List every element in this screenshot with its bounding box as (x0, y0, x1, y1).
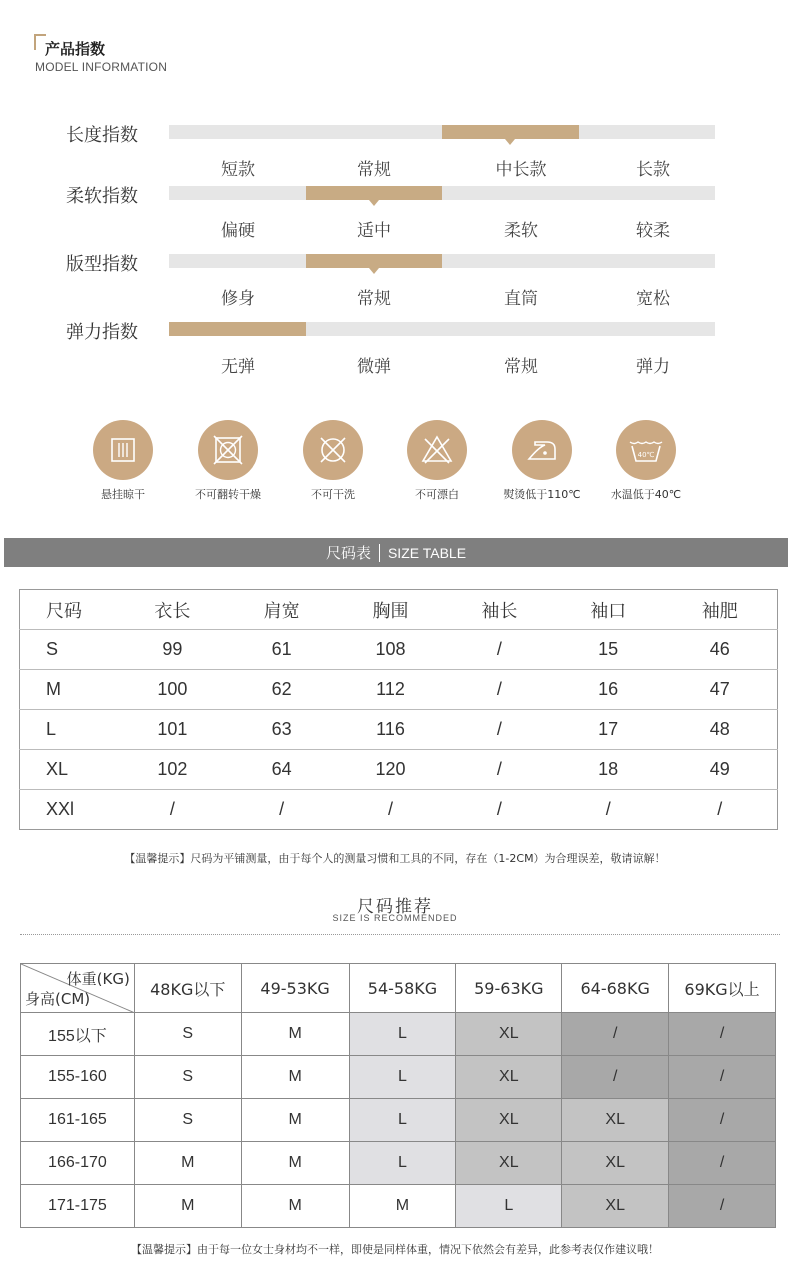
weight-axis-label: 体重(KG) (66, 970, 130, 988)
index-label: 柔软指数 (66, 186, 138, 207)
recommend-note: 【温馨提示】由于每一位女士身材均不一样，即使是同样体重，情况下依然会有差异，此参考表仅作建议哦！ (131, 1243, 659, 1256)
index-option: 柔软 (504, 221, 538, 241)
size-table (19, 589, 778, 830)
column-header: 尺码 (20, 590, 118, 630)
column-header: 袖长 (445, 590, 554, 630)
index-option: 中长款 (495, 160, 547, 180)
weight-header: 49-53KG (241, 964, 349, 1013)
height-header: 155以下 (21, 1013, 135, 1056)
table-cell: 108 (336, 630, 445, 670)
height-axis-label: 身高(CM) (25, 990, 91, 1008)
recommend-cell: XL (456, 1099, 562, 1142)
table-cell: / (605, 799, 611, 819)
header-subtitle: MODEL INFORMATION (35, 60, 168, 74)
table-cell: 100 (117, 670, 227, 710)
index-bar-fill (306, 186, 443, 200)
care-label: 悬挂晾干 (101, 488, 145, 501)
table-cell: 15 (554, 630, 663, 670)
recommend-cell: M (241, 1185, 349, 1228)
index-option: 弹力 (636, 357, 670, 377)
svg-text:40℃: 40℃ (637, 451, 655, 459)
table-row (20, 710, 778, 750)
banner-divider (379, 544, 380, 562)
index-label: 长度指数 (66, 125, 138, 146)
table-cell: 63 (227, 710, 336, 750)
hang-dry-icon (93, 420, 153, 480)
wash-40-icon (616, 420, 676, 480)
table-cell: 16 (554, 670, 663, 710)
index-option: 适中 (357, 221, 391, 241)
table-cell: 99 (117, 630, 227, 670)
no-dry-clean-icon (303, 420, 363, 480)
size-table-note: 【温馨提示】尺码为平铺测量，由于每个人的测量习惯和工具的不同，存在（1-2CM）为合理误差，敬请谅解！ (124, 852, 666, 865)
index-option: 微弹 (357, 357, 391, 377)
table-cell: 120 (336, 750, 445, 790)
care-label: 不可干洗 (311, 488, 355, 501)
recommend-cell: XL (456, 1056, 562, 1099)
index-option: 偏硬 (221, 221, 255, 241)
recommend-cell: M (241, 1013, 349, 1056)
table-cell: / (717, 799, 723, 819)
table-row (20, 790, 778, 830)
recommend-cell: XL (562, 1099, 669, 1142)
index-option: 常规 (504, 357, 538, 377)
table-cell: 62 (227, 670, 336, 710)
index-option: 短款 (221, 160, 255, 180)
index-bar-fill (169, 322, 306, 336)
recommend-cell: / (669, 1013, 776, 1056)
table-cell: / (445, 630, 554, 670)
table-cell: 112 (336, 670, 445, 710)
care-label: 熨烫低于110℃ (503, 488, 581, 501)
index-option: 宽松 (636, 289, 670, 309)
table-cell: / (169, 799, 175, 819)
table-cell: 64 (227, 750, 336, 790)
size-header-row (20, 590, 778, 630)
recommend-subtitle: SIZE IS RECOMMENDED (332, 913, 458, 923)
index-bar-fill (442, 125, 579, 139)
index-option: 修身 (221, 289, 255, 309)
table-cell: / (496, 799, 502, 819)
index-marker-icon (505, 139, 515, 145)
weight-header: 48KG以下 (134, 964, 241, 1013)
table-cell: XXl (46, 799, 75, 819)
table-cell: / (388, 799, 394, 819)
recommend-header-row (21, 964, 776, 1013)
banner-title: 尺码表 (325, 544, 371, 562)
table-cell: / (445, 750, 554, 790)
table-row (21, 1056, 776, 1099)
recommend-cell: L (349, 1013, 456, 1056)
recommend-cell: / (669, 1142, 776, 1185)
table-row (21, 1013, 776, 1056)
index-label: 版型指数 (66, 254, 138, 275)
table-cell: L (20, 710, 118, 750)
recommend-cell: XL (562, 1185, 669, 1228)
table-row (21, 1185, 776, 1228)
index-option: 长款 (636, 160, 670, 180)
height-header: 161-165 (21, 1099, 135, 1142)
height-header: 171-175 (21, 1185, 135, 1228)
column-header: 袖口 (554, 590, 663, 630)
size-table-banner (4, 538, 788, 567)
index-option: 无弹 (221, 357, 255, 377)
recommend-cell: S (134, 1056, 241, 1099)
recommend-cell: L (456, 1185, 562, 1228)
table-row (20, 750, 778, 790)
recommend-cell: M (134, 1185, 241, 1228)
care-item (492, 420, 592, 502)
table-cell: 17 (554, 710, 663, 750)
table-cell: 102 (117, 750, 227, 790)
care-item (387, 420, 487, 502)
table-cell: 48 (663, 710, 778, 750)
weight-header: 59-63KG (456, 964, 562, 1013)
recommend-corner-cell (21, 964, 135, 1013)
recommend-cell: / (669, 1185, 776, 1228)
care-label: 不可漂白 (415, 488, 459, 501)
index-option: 常规 (357, 289, 391, 309)
recommend-cell: XL (456, 1013, 562, 1056)
table-cell: 116 (336, 710, 445, 750)
care-item (178, 420, 278, 502)
care-item (73, 420, 173, 502)
table-cell: 101 (117, 710, 227, 750)
weight-header: 64-68KG (562, 964, 669, 1013)
table-cell: / (445, 710, 554, 750)
recommend-cell: XL (562, 1142, 669, 1185)
care-item (283, 420, 383, 502)
index-label: 弹力指数 (66, 322, 138, 343)
no-tumble-dry-icon (198, 420, 258, 480)
column-header: 肩宽 (227, 590, 336, 630)
table-cell: 47 (663, 670, 778, 710)
table-cell: S (20, 630, 118, 670)
recommend-title: 尺码推荐 (357, 897, 433, 917)
table-cell: 49 (663, 750, 778, 790)
index-bar-fill (306, 254, 443, 268)
recommend-cell: M (241, 1056, 349, 1099)
header-title: 产品指数 (45, 40, 106, 58)
table-cell: / (279, 799, 285, 819)
recommend-cell: L (349, 1142, 456, 1185)
index-marker-icon (369, 200, 379, 206)
dotted-divider (20, 934, 780, 935)
column-header: 胸围 (336, 590, 445, 630)
index-option: 直筒 (504, 289, 538, 309)
table-row (21, 1099, 776, 1142)
height-header: 155-160 (21, 1056, 135, 1099)
iron-low-icon (512, 420, 572, 480)
table-row (20, 670, 778, 710)
no-bleach-icon (407, 420, 467, 480)
table-cell: M (20, 670, 118, 710)
care-label: 水温低于40℃ (610, 488, 682, 501)
index-bar (169, 322, 715, 336)
recommend-cell: M (134, 1142, 241, 1185)
column-header: 袖肥 (663, 590, 778, 630)
table-row (20, 630, 778, 670)
care-label: 不可翻转干燥 (195, 488, 261, 501)
recommend-cell: / (562, 1056, 669, 1099)
recommend-cell: M (241, 1099, 349, 1142)
index-option: 较柔 (636, 221, 670, 241)
recommend-cell: S (134, 1013, 241, 1056)
index-marker-icon (369, 268, 379, 274)
table-row (21, 1142, 776, 1185)
index-bar (169, 254, 715, 268)
care-item (596, 420, 696, 502)
height-header: 166-170 (21, 1142, 135, 1185)
table-cell: 46 (663, 630, 778, 670)
table-cell: XL (20, 750, 118, 790)
recommend-cell: L (349, 1099, 456, 1142)
recommend-cell: M (349, 1185, 456, 1228)
recommend-table (20, 963, 776, 1228)
weight-header: 54-58KG (349, 964, 456, 1013)
recommend-cell: / (562, 1013, 669, 1056)
table-cell: 61 (227, 630, 336, 670)
recommend-cell: / (669, 1056, 776, 1099)
column-header: 衣长 (117, 590, 227, 630)
recommend-cell: / (669, 1099, 776, 1142)
table-cell: 18 (554, 750, 663, 790)
recommend-cell: M (241, 1142, 349, 1185)
index-bar (169, 125, 715, 139)
recommend-cell: S (134, 1099, 241, 1142)
index-option: 常规 (357, 160, 391, 180)
recommend-cell: L (349, 1056, 456, 1099)
table-cell: / (445, 670, 554, 710)
weight-header: 69KG以上 (669, 964, 776, 1013)
index-bar (169, 186, 715, 200)
banner-subtitle: SIZE TABLE (387, 544, 467, 561)
recommend-cell: XL (456, 1142, 562, 1185)
